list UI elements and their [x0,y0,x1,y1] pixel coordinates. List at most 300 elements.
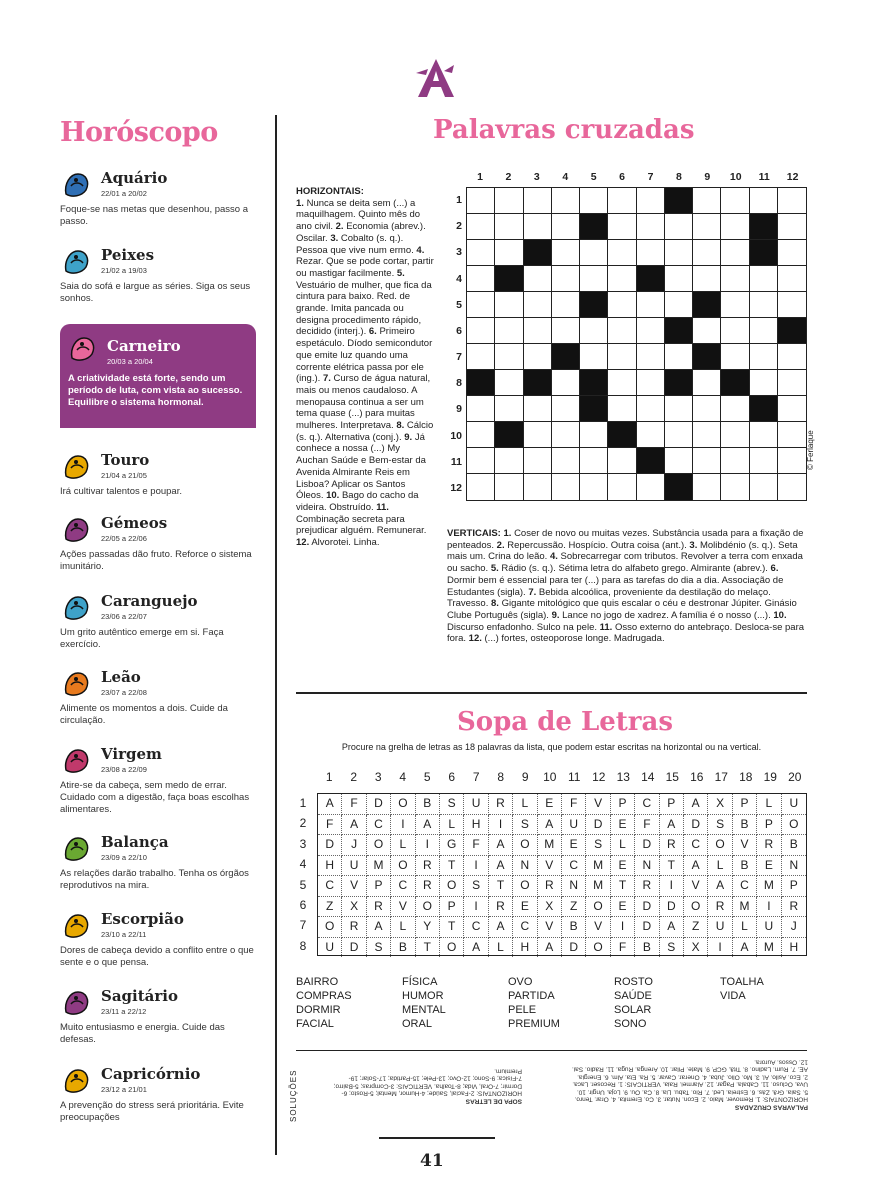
letter-cell[interactable]: E [538,794,562,815]
crossword-cell[interactable] [608,188,636,214]
letter-cell[interactable]: O [586,897,610,918]
crossword-cell[interactable] [721,266,749,292]
letter-cell[interactable]: M [586,876,610,897]
crossword-cell[interactable] [580,448,608,474]
letter-cell[interactable]: S [513,815,537,836]
crossword-cell[interactable] [778,240,806,266]
letter-cell[interactable]: J [782,917,806,938]
letter-cell[interactable]: H [464,815,488,836]
crossword-cell[interactable] [665,240,693,266]
crossword-cell[interactable] [524,448,552,474]
letter-cell[interactable]: D [367,794,391,815]
crossword-cell[interactable] [778,292,806,318]
letter-cell[interactable]: T [611,876,635,897]
letter-cell[interactable]: V [342,876,366,897]
clue-number: 8. [396,420,405,432]
letter-cell[interactable]: S [440,794,464,815]
letter-cell[interactable]: O [586,938,610,958]
letter-cell[interactable]: L [611,835,635,856]
crossword-cell[interactable] [608,370,636,396]
crossword-cell[interactable] [693,188,721,214]
crossword-cell[interactable] [637,318,665,344]
letter-cell[interactable]: T [440,856,464,877]
crossword-cell[interactable] [721,396,749,422]
clue-number: 9. [404,431,413,443]
letter-cell[interactable]: N [562,876,586,897]
letter-cell[interactable]: H [789,939,799,954]
crossword-cell[interactable] [552,370,580,396]
letter-cell[interactable]: P [611,794,635,815]
crossword-cell[interactable] [467,292,495,318]
crossword-cell[interactable] [552,422,580,448]
crossword-cell[interactable] [467,344,495,370]
letter-cell[interactable]: U [782,794,806,815]
crossword-cell[interactable] [608,318,636,344]
letter-cell[interactable]: C [635,794,659,815]
crossword-cell[interactable] [637,292,665,318]
letter-cell[interactable]: A [489,856,513,877]
letter-cell[interactable]: P [440,897,464,918]
crossword-cell[interactable] [693,370,721,396]
crossword-cell[interactable] [552,292,580,318]
crossword-cell[interactable] [524,344,552,370]
letter-cell[interactable]: R [342,917,366,938]
crossword-cell[interactable] [608,474,636,500]
crossword-cell[interactable] [778,422,806,448]
letter-cell[interactable]: R [757,835,781,856]
crossword-cell[interactable] [637,370,665,396]
crossword-cell[interactable] [580,266,608,292]
word-column [402,975,446,1031]
wordsearch-grid[interactable] [317,793,807,956]
letter-cell[interactable]: O [708,835,732,856]
crossword-cell[interactable] [580,240,608,266]
crossword-cell[interactable] [693,214,721,240]
letter-cell[interactable]: P [757,815,781,836]
crossword-cell[interactable] [721,240,749,266]
letter-cell[interactable]: R [708,897,732,918]
letter-cell[interactable]: R [416,876,440,897]
letter-cell[interactable]: I [391,815,415,836]
crossword-cell[interactable] [750,422,778,448]
letter-cell[interactable]: A [464,938,488,958]
letter-cell[interactable]: S [464,876,488,897]
letter-cell[interactable]: C [367,815,391,836]
letter-cell[interactable]: U [757,917,781,938]
letter-cell[interactable]: N [782,856,806,877]
crossword-cell[interactable] [552,396,580,422]
wordsearch-row-number: 1 [299,796,307,810]
crossword-cell[interactable] [524,188,552,214]
crossword-cell[interactable] [778,448,806,474]
letter-cell[interactable]: V [538,856,562,877]
crossword-cell[interactable] [750,370,778,396]
letter-cell[interactable]: O [416,897,440,918]
crossword-cell[interactable] [750,448,778,474]
letter-cell[interactable]: B [733,856,757,877]
crossword-cell[interactable] [721,292,749,318]
letter-cell[interactable]: U [318,938,342,958]
crossword-cell[interactable] [665,448,693,474]
letter-cell[interactable]: R [538,876,562,897]
letter-cell[interactable]: L [391,835,415,856]
letter-cell[interactable]: D [586,815,610,836]
crossword-cell[interactable] [467,474,495,500]
letter-cell[interactable]: E [513,897,537,918]
letter-cell[interactable]: X [538,897,562,918]
sign-text: Saia do sofá e largue as séries. Siga os seus sonhos. [60,281,251,304]
letter-cell[interactable]: M [367,856,391,877]
crossword-cell[interactable] [721,214,749,240]
crossword-cell[interactable] [637,214,665,240]
letter-cell[interactable]: Y [416,917,440,938]
letter-cell[interactable]: A [342,815,366,836]
letter-cell[interactable]: B [635,938,659,958]
crossword-cell[interactable] [524,396,552,422]
letter-cell[interactable]: D [635,897,659,918]
crossword-cell[interactable] [750,292,778,318]
crossword-cell[interactable] [524,292,552,318]
word-item: VIDA [720,990,746,1002]
letter-cell[interactable]: U [342,856,366,877]
letter-cell[interactable]: C [513,917,537,938]
letter-cell[interactable]: O [367,835,391,856]
letter-cell[interactable]: H [513,938,537,958]
letter-cell[interactable]: A [416,815,440,836]
crossword-cell[interactable] [608,240,636,266]
crossword-cell[interactable] [608,448,636,474]
black-cell [665,474,693,500]
crossword-cell[interactable] [495,214,523,240]
crossword-cell[interactable] [637,240,665,266]
letter-cell[interactable]: G [440,835,464,856]
crossword-cell[interactable] [721,188,749,214]
letter-cell[interactable]: F [611,938,635,958]
sign-dates: 21/04 a 21/05 [101,471,147,480]
letter-cell[interactable]: F [318,815,342,836]
letter-cell[interactable]: C [391,876,415,897]
letter-cell[interactable]: B [562,917,586,938]
letter-cell[interactable]: P [782,876,806,897]
crossword-cell[interactable] [637,474,665,500]
crossword-cell[interactable] [524,474,552,500]
letter-cell[interactable]: U [708,917,732,938]
letter-cell[interactable]: U [562,815,586,836]
crossword-cell[interactable] [580,422,608,448]
letter-cell[interactable]: B [391,938,415,958]
letter-cell[interactable]: S [586,835,610,856]
letter-cell[interactable]: C [684,835,708,856]
crossword-cell[interactable] [750,318,778,344]
letter-cell[interactable]: F [342,794,366,815]
crossword-cell[interactable] [778,344,806,370]
letter-cell[interactable]: E [562,835,586,856]
letter-cell[interactable]: T [660,856,684,877]
sign-name: Virgem [101,745,162,763]
letter-cell[interactable]: L [757,794,781,815]
letter-cell[interactable]: P [367,876,391,897]
letter-cell[interactable]: C [464,917,488,938]
crossword-cell[interactable] [495,448,523,474]
letter-cell[interactable]: N [635,856,659,877]
letter-cell[interactable]: C [733,876,757,897]
crossword-cell[interactable] [778,396,806,422]
letter-cell[interactable]: A [538,815,562,836]
crossword-cell[interactable] [580,188,608,214]
crossword-cell[interactable] [552,240,580,266]
crossword-cell[interactable] [580,344,608,370]
letter-cell[interactable]: R [635,876,659,897]
crossword-cell[interactable] [552,318,580,344]
crossword-cell[interactable] [778,474,806,500]
crossword-cell[interactable] [524,214,552,240]
crossword-cell[interactable] [721,422,749,448]
letter-cell[interactable]: M [757,876,781,897]
letter-cell[interactable]: S [367,938,391,958]
letter-cell[interactable]: F [562,794,586,815]
crossword-cell[interactable] [637,396,665,422]
crossword-cell[interactable] [467,214,495,240]
crossword-cell[interactable] [637,422,665,448]
crossword-cell[interactable] [750,344,778,370]
letter-cell[interactable]: L [391,917,415,938]
crossword-cell[interactable] [778,370,806,396]
letter-cell[interactable]: T [440,917,464,938]
letter-cell[interactable]: A [733,938,757,958]
crossword-cell[interactable] [665,266,693,292]
crossword-cell[interactable] [608,214,636,240]
letter-cell[interactable]: V [586,794,610,815]
letter-cell[interactable]: A [660,815,684,836]
letter-cell[interactable]: D [342,938,366,958]
crossword-cell[interactable] [693,448,721,474]
letter-cell[interactable]: D [635,835,659,856]
letter-cell[interactable]: P [733,794,757,815]
letter-cell[interactable]: C [318,876,342,897]
letter-cell[interactable]: I [416,835,440,856]
crossword-cell[interactable] [693,422,721,448]
letter-cell[interactable]: S [660,938,684,958]
crossword-cell[interactable] [721,474,749,500]
letter-cell[interactable]: T [416,938,440,958]
crossword-cell[interactable] [608,396,636,422]
crossword-cell[interactable] [524,318,552,344]
letter-cell[interactable]: X [342,897,366,918]
crossword-cell[interactable] [608,292,636,318]
letter-cell[interactable]: V [538,917,562,938]
word-item: FACIAL [296,1018,334,1030]
letter-cell[interactable]: Z [318,897,342,918]
letter-cell[interactable]: F [464,835,488,856]
letter-cell[interactable]: B [416,794,440,815]
letter-cell[interactable]: I [660,876,684,897]
crossword-cell[interactable] [467,396,495,422]
crossword-cell[interactable] [495,474,523,500]
crossword-cell[interactable] [495,188,523,214]
letter-cell[interactable]: F [635,815,659,836]
letter-cell[interactable]: L [489,938,513,958]
letter-cell[interactable]: I [757,897,781,918]
letter-cell[interactable]: E [611,856,635,877]
crossword-cell[interactable] [467,422,495,448]
letter-cell[interactable]: B [733,815,757,836]
letter-cell[interactable]: O [513,835,537,856]
letter-cell[interactable]: O [684,897,708,918]
crossword-cell[interactable] [467,448,495,474]
letter-cell[interactable]: V [684,876,708,897]
crossword-cell[interactable] [721,448,749,474]
crossword-cell[interactable] [750,474,778,500]
crossword-cell[interactable] [693,474,721,500]
black-cell [637,266,665,292]
clue-text: (...) fortes, osteoporose longe. Madrugada. [484,633,665,645]
crossword-cell[interactable] [524,422,552,448]
letter-cell[interactable]: R [489,794,513,815]
crossword-cell[interactable] [693,266,721,292]
crossword-cell[interactable] [665,396,693,422]
crossword-cell[interactable] [665,344,693,370]
crossword-cell[interactable] [467,240,495,266]
sign-name: Aquário [101,169,168,187]
letter-cell[interactable]: R [416,856,440,877]
crossword-cell[interactable] [750,188,778,214]
crossword-cell[interactable] [552,474,580,500]
letter-cell[interactable]: T [489,876,513,897]
letter-cell[interactable]: A [538,938,562,958]
letter-cell[interactable]: D [684,815,708,836]
black-cell [637,448,665,474]
letter-cell[interactable]: V [586,917,610,938]
crossword-cell[interactable] [580,474,608,500]
crossword-cell[interactable] [637,188,665,214]
crossword-cell[interactable] [495,240,523,266]
letter-cell[interactable]: M [538,835,562,856]
crossword-cell[interactable] [495,292,523,318]
letter-cell[interactable]: X [708,794,732,815]
letter-cell[interactable]: L [440,815,464,836]
crossword-cell[interactable] [637,344,665,370]
letter-cell[interactable]: O [440,938,464,958]
letter-cell[interactable]: E [757,856,781,877]
letter-cell[interactable]: M [733,897,757,918]
crossword-cell[interactable] [467,188,495,214]
letter-cell[interactable]: R [367,897,391,918]
letter-cell[interactable]: A [489,917,513,938]
crossword-cell[interactable] [693,240,721,266]
letter-cell[interactable]: V [733,835,757,856]
crossword-cell[interactable] [721,344,749,370]
letter-cell[interactable]: S [708,815,732,836]
crossword-cell[interactable] [750,266,778,292]
crossword-grid[interactable] [466,187,807,501]
letter-cell[interactable]: O [440,876,464,897]
crossword-cell[interactable] [778,266,806,292]
crossword-cell[interactable] [524,266,552,292]
letter-cell[interactable]: Z [684,917,708,938]
letter-cell[interactable]: U [464,794,488,815]
clue-text: Bago do cacho da videira. Obstruído. [296,490,419,513]
crossword-cell[interactable] [665,214,693,240]
crossword-cell[interactable] [467,266,495,292]
crossword-cell[interactable] [495,318,523,344]
letter-cell[interactable]: N [513,856,537,877]
letter-cell[interactable]: D [660,897,684,918]
letter-cell[interactable]: A [660,917,684,938]
crossword-cell[interactable] [693,318,721,344]
wordsearch-col-number: 1 [325,770,333,784]
letter-cell[interactable]: C [562,856,586,877]
letter-cell[interactable]: I [489,815,513,836]
letter-cell[interactable]: A [318,794,342,815]
crossword-cell[interactable] [608,266,636,292]
letter-cell[interactable]: O [513,876,537,897]
crossword-cell[interactable] [721,318,749,344]
letter-cell[interactable]: H [318,856,342,877]
letter-cell[interactable]: I [611,917,635,938]
letter-cell[interactable]: A [684,856,708,877]
crossword-cell[interactable] [495,344,523,370]
clue-text: Rádio (s. q.). Sétima letra do alfabeto grego. Almirante (abrev.). [501,563,768,575]
crossword-cell[interactable] [552,448,580,474]
crossword-cell[interactable] [580,318,608,344]
letter-cell[interactable]: O [391,794,415,815]
crossword-cell[interactable] [778,188,806,214]
letter-cell[interactable]: D [562,938,586,958]
crossword-cell[interactable] [552,266,580,292]
letter-cell[interactable]: A [684,794,708,815]
letter-cell[interactable]: A [708,876,732,897]
letter-cell[interactable]: E [611,815,635,836]
crossword-cell[interactable] [665,422,693,448]
crossword-cell[interactable] [495,370,523,396]
letter-cell[interactable]: A [367,917,391,938]
crossword-cell[interactable] [495,396,523,422]
letter-cell[interactable]: M [757,938,781,958]
letter-cell[interactable]: X [684,938,708,958]
letter-cell[interactable]: O [391,856,415,877]
crossword-cell[interactable] [552,188,580,214]
crossword-cell[interactable] [665,292,693,318]
letter-cell[interactable]: L [513,794,537,815]
letter-cell[interactable]: R [782,897,806,918]
letter-cell[interactable]: V [391,897,415,918]
letter-cell[interactable]: R [660,835,684,856]
letter-cell[interactable]: D [635,917,659,938]
letter-cell[interactable]: A [489,835,513,856]
letter-cell[interactable]: R [489,897,513,918]
letter-cell[interactable]: M [586,856,610,877]
letter-cell[interactable]: I [464,856,488,877]
letter-cell[interactable]: E [611,897,635,918]
letter-cell[interactable]: I [708,938,732,958]
letter-cell[interactable]: O [318,917,342,938]
crossword-cell[interactable] [608,344,636,370]
letter-cell[interactable]: I [464,897,488,918]
letter-cell[interactable]: L [733,917,757,938]
letter-cell[interactable]: P [660,794,684,815]
sign-dates: 22/05 a 22/06 [101,534,147,543]
letter-cell[interactable]: D [318,835,342,856]
letter-cell[interactable]: O [782,815,806,836]
crossword-cell[interactable] [552,214,580,240]
letter-cell[interactable]: Z [562,897,586,918]
crossword-cell[interactable] [693,396,721,422]
crossword-cell[interactable] [778,214,806,240]
letter-cell[interactable]: L [708,856,732,877]
crossword-cell[interactable] [467,318,495,344]
letter-cell[interactable]: J [342,835,366,856]
letter-cell[interactable]: B [782,835,806,856]
